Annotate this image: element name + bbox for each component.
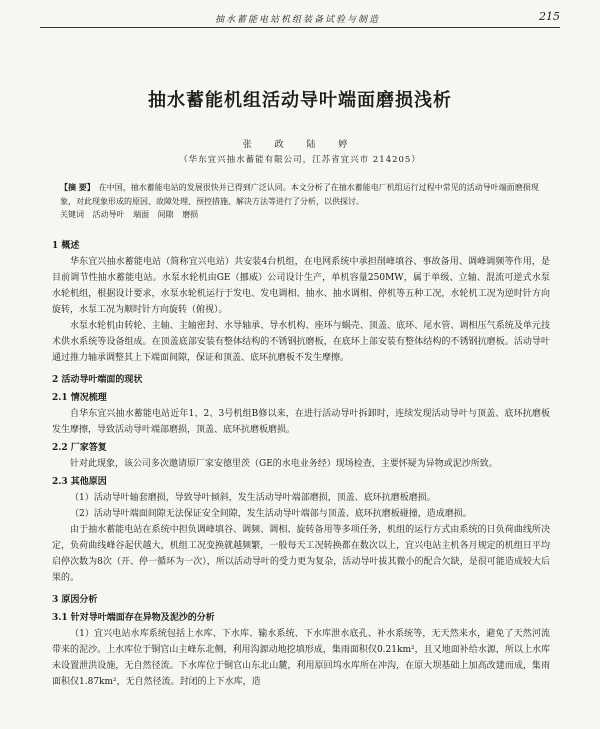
keyword: 端面 <box>133 210 150 219</box>
keywords-label: 关键词 <box>60 210 84 219</box>
subsection-heading: 2.3 其他原因 <box>52 477 107 487</box>
running-header <box>40 8 560 26</box>
keyword: 间隙 <box>157 210 174 219</box>
subsection-heading: 2.2 厂家答复 <box>52 443 107 453</box>
body-paragraph: 自华东宜兴抽水蓄能电站近年1、2、3号机组B修以来，在进行活动导叶拆卸时，连续发现活动导叶与顶盖、底环抗磨板发生摩擦，导致活动导叶端部磨损，顶盖、底环抗磨板磨损。 <box>52 409 550 435</box>
subsection-heading: 3.1 针对导叶端面存在异物及泥沙的分析 <box>52 613 215 623</box>
body-paragraph: 针对此现象，该公司多次邀请原厂家安德里茨（GE的水电业务经）现场检查，主要怀疑为异物或泥沙所致。 <box>70 459 498 469</box>
keywords <box>60 209 550 220</box>
article-authors: 张 政 陆 婷 <box>242 140 358 150</box>
section-heading: 3 原因分析 <box>52 595 98 605</box>
subsection-heading: 2.1 情况梳理 <box>52 393 107 403</box>
body-paragraph: 由于抽水蓄能电站在系统中担负调峰填谷、调频、调相、旋转备用等多项任务，机组的运行方式由系统的日负荷曲线所决定，负荷曲线峰谷起伏越大，机组工况变换就越频繁，一般每天工况转换都在数次以上，宜兴电站主机各月规定的机组日平均启停次数为8次（开、停一循环为一次），所以活动导叶的受力更为复杂，活动导叶拔其微小的配合欠缺，是很可能造成较大后果的。 <box>52 525 550 583</box>
body-paragraph: 水泵水轮机由转轮、主轴、主轴密封、水导轴承、导水机构、座环与蜗壳、顶盖、底环、尾水管、调相压气系统及单元技术供水系统等设备组成。在顶盖底部安装有整体结构的不锈钢抗磨板，在底环上部安装有整体结构的不锈钢抗磨板。活动导叶通过推力轴承调整其上下端面间隙，保证和顶盖、底环抗磨板不发生摩擦。 <box>52 321 550 363</box>
abstract-text: 在中国，抽水蓄能电站的发展很快并已得到广泛认同。本文分析了在抽水蓄能电厂机组运行过程中常见的活动导叶端面磨损现象，对此现象形成的原因、故障处理、预控措施、解决方法等进行了分析，以供探讨。 <box>60 183 539 206</box>
header-rule <box>40 27 560 28</box>
body-paragraph: （1）宜兴电站水库系统包括上水库、下水库、输水系统、下水库泄水底孔、补水系统等，无天然来水，避免了天然河流带来的泥沙。上水库位于铜官山主峰东北侧，利用沟源动地挖填形成，集雨面积仅0.21km²，且又地面补给水源，所以上水库未设置泄洪设施，无自然径流。下水库位于铜官山东北山麓，利用原回坞水库所在冲沟，在原大坝基础上加高改建而成，集雨面积仅1.87km²，无自然径流。封闭的上下水库，造 <box>52 629 550 687</box>
article-affiliation: （华东宜兴抽水蓄能有限公司，江苏省宜兴市 214205） <box>179 155 421 165</box>
section-heading: 2 活动导叶端面的现状 <box>52 375 143 385</box>
keyword: 活动导叶 <box>92 210 125 219</box>
article-body <box>52 232 550 690</box>
page-number: 215 <box>539 10 560 23</box>
body-paragraph: （2）活动导叶端面间隙无法保证安全间隙，发生活动导叶端部与顶盖、底环抗磨板碰撞，造成磨损。 <box>70 509 472 519</box>
journal-name: 抽水蓄能电站机组装备试验与制造 <box>215 15 381 25</box>
keyword: 磨损 <box>182 210 199 219</box>
body-paragraph: 华东宜兴抽水蓄能电站（简称宜兴电站）共安装4台机组，在电网系统中承担削峰填谷、事故备用、调峰调频等作用，是目前调节性抽水蓄能电站。水泵水轮机由GE（挪威）公司设计生产，单机容量250MW，属于单级、立轴、混流可逆式水泵水轮机组，根据设计要求，水泵水轮机运行于发电、发电调相、抽水、抽水调相、停机等五种工况，水轮机工况为逆时针方向旋转，水泵工况为顺时针方向旋转（俯视）。 <box>52 257 550 315</box>
article-title: 抽水蓄能机组活动导叶端面磨损浅析 <box>148 90 452 111</box>
body-paragraph: （1）活动导叶轴套磨损，导致导叶倾斜，发生活动导叶端部磨损，顶盖、底环抗磨板磨损。 <box>70 493 436 503</box>
abstract-label: 【摘 要】 <box>60 182 95 192</box>
section-heading: 1 概述 <box>52 241 80 251</box>
abstract <box>60 180 550 209</box>
